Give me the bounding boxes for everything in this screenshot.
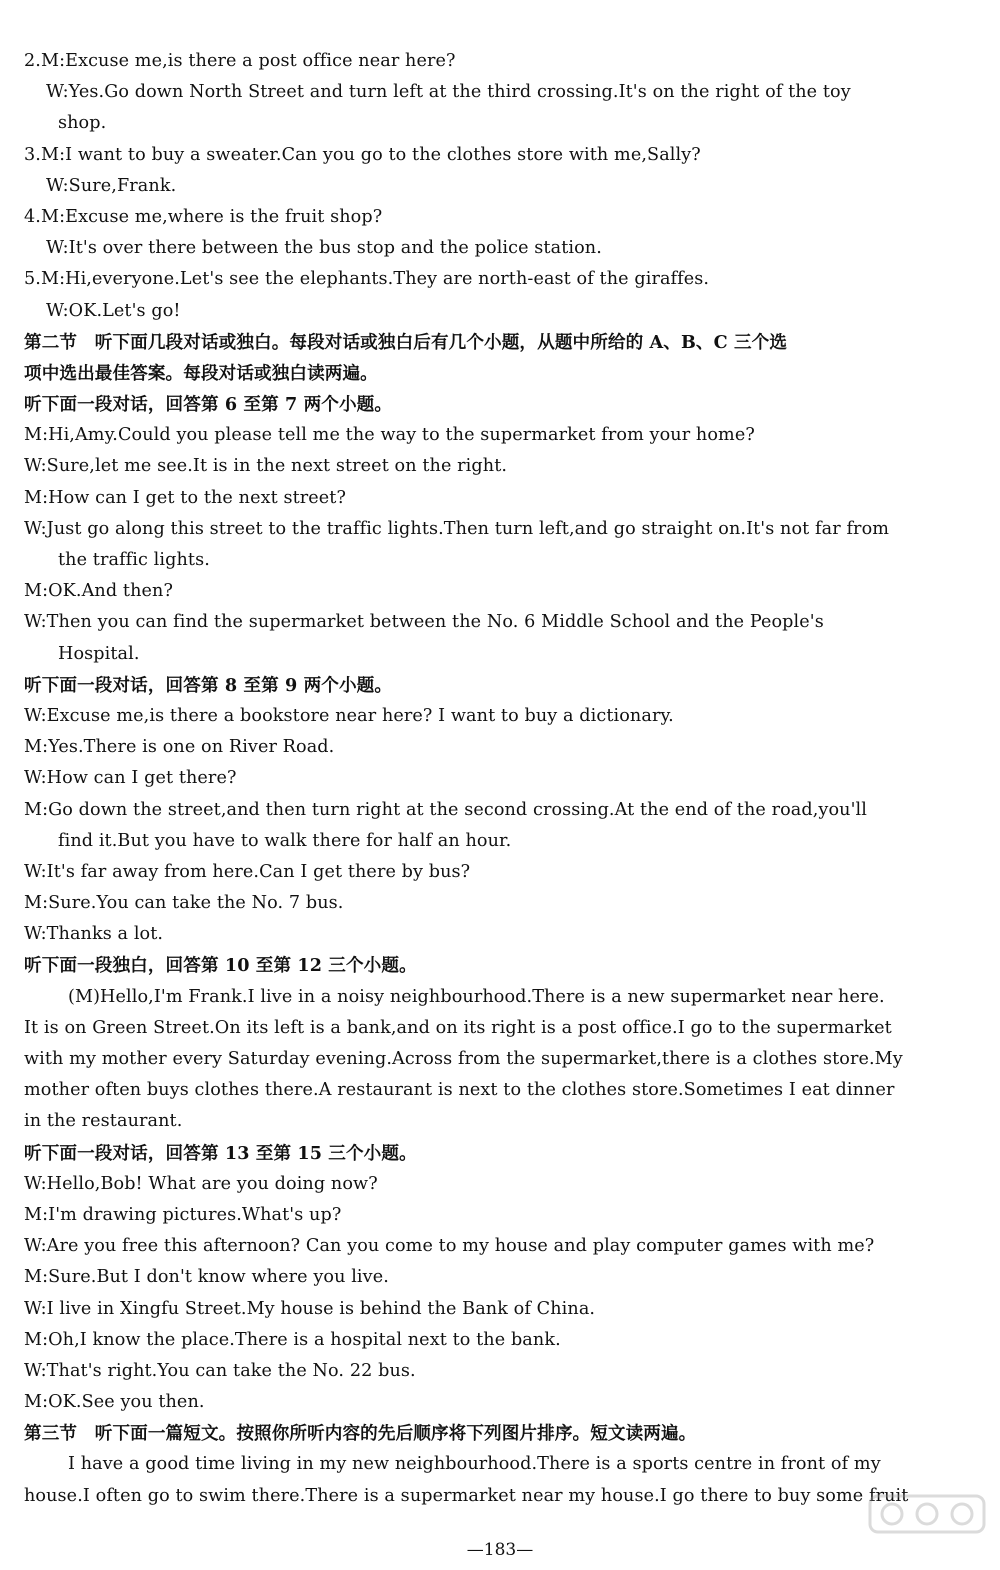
text-line: W:Sure,let me see.It is in the next street on the right. xyxy=(24,456,508,477)
section-heading: 项中选出最佳答案。每段对话或独白读两遍。 xyxy=(24,362,378,384)
text-line: W:It's far away from here.Can I get there by bus? xyxy=(24,861,471,882)
text-line: W:That's right.You can take the No. 22 bus. xyxy=(24,1360,416,1381)
text-line: M:Hi,Amy.Could you please tell me the way to the supermarket from your home? xyxy=(24,425,755,446)
section-heading: 听下面一段独白，回答第 10 至第 12 三个小题。 xyxy=(24,955,417,977)
text-line: W:Excuse me,is there a bookstore near here? I want to buy a dictionary. xyxy=(24,705,674,726)
text-line: M:How can I get to the next street? xyxy=(24,487,346,508)
document-body xyxy=(24,46,954,1512)
text-line: 3.M:I want to buy a sweater.Can you go to the clothes store with me,Sally? xyxy=(24,144,701,165)
text-line: M:OK.See you then. xyxy=(24,1392,205,1413)
text-line: M:Yes.There is one on River Road. xyxy=(24,737,335,758)
text-line: W:Just go along this street to the traffic lights.Then turn left,and go straight on.It's not far from xyxy=(24,518,890,539)
text-line: It is on Green Street.On its left is a bank,and on its right is a post office.I go to the supermarket xyxy=(24,1017,892,1038)
text-line: M:OK.And then? xyxy=(24,581,173,602)
page-number: —183— xyxy=(466,1540,534,1560)
text-line: with my mother every Saturday evening.Across from the supermarket,there is a clothes store.My xyxy=(24,1049,903,1069)
text-line: shop. xyxy=(58,113,107,134)
text-line: 4.M:Excuse me,where is the fruit shop? xyxy=(24,206,383,227)
section-heading: 第三节 听下面一篇短文。按照你所听内容的先后顺序将下列图片排序。短文读两遍。 xyxy=(24,1423,697,1445)
text-line: W:I live in Xingfu Street.My house is behind the Bank of China. xyxy=(24,1298,596,1319)
text-line: (M)Hello,I'm Frank.I live in a noisy neighbourhood.There is a new supermarket near here. xyxy=(68,986,885,1007)
text-line: M:Sure.You can take the No. 7 bus. xyxy=(24,893,344,914)
text-line: the traffic lights. xyxy=(58,550,210,570)
text-line: M:Sure.But I don't know where you live. xyxy=(24,1267,389,1288)
text-line: W:Hello,Bob! What are you doing now? xyxy=(24,1173,378,1194)
text-line: W:Yes.Go down North Street and turn left at the third crossing.It's on the right of the toy xyxy=(46,82,851,103)
text-line: W:OK.Let's go! xyxy=(46,300,181,321)
section-heading: 听下面一段对话，回答第 8 至第 9 两个小题。 xyxy=(24,674,393,696)
text-line: Hospital. xyxy=(58,643,140,664)
text-line: M:Go down the street,and then turn right at the second crossing.At the end of the road,you'll xyxy=(24,799,867,820)
text-line: find it.But you have to walk there for half an hour. xyxy=(58,830,512,851)
text-line: W:Sure,Frank. xyxy=(46,175,177,196)
text-line: W:How can I get there? xyxy=(24,768,237,789)
text-line: M:Oh,I know the place.There is a hospital next to the bank. xyxy=(24,1329,561,1350)
section-heading: 听下面一段对话，回答第 13 至第 15 三个小题。 xyxy=(24,1142,417,1164)
text-line: in the restaurant. xyxy=(24,1111,183,1132)
text-line: W:Then you can find the supermarket between the No. 6 Middle School and the People's xyxy=(24,612,824,633)
text-line: mother often buys clothes there.A restaurant is next to the clothes store.Sometimes I eat dinner xyxy=(24,1080,895,1101)
text-line: W:Are you free this afternoon? Can you come to my house and play computer games with me? xyxy=(24,1236,875,1257)
text-line: house.I often go to swim there.There is a supermarket near my house.I go there to buy some fruit xyxy=(24,1485,909,1506)
text-line: W:It's over there between the bus stop and the police station. xyxy=(46,238,602,259)
section-heading: 听下面一段对话，回答第 6 至第 7 两个小题。 xyxy=(24,394,393,416)
text-line: 5.M:Hi,everyone.Let's see the elephants.They are north-east of the giraffes. xyxy=(24,269,710,290)
text-line: 2.M:Excuse me,is there a post office near here? xyxy=(24,51,456,71)
text-line: M:I'm drawing pictures.What's up? xyxy=(24,1204,342,1225)
text-line: I have a good time living in my new neighbourhood.There is a sports centre in front of my xyxy=(68,1454,881,1475)
text-line: W:Thanks a lot. xyxy=(24,924,164,945)
section-heading: 第二节 听下面几段对话或独白。每段对话或独白后有几个小题，从题中所给的 A、B、C 三个选 xyxy=(24,331,788,353)
watermark-logo xyxy=(862,1492,992,1562)
